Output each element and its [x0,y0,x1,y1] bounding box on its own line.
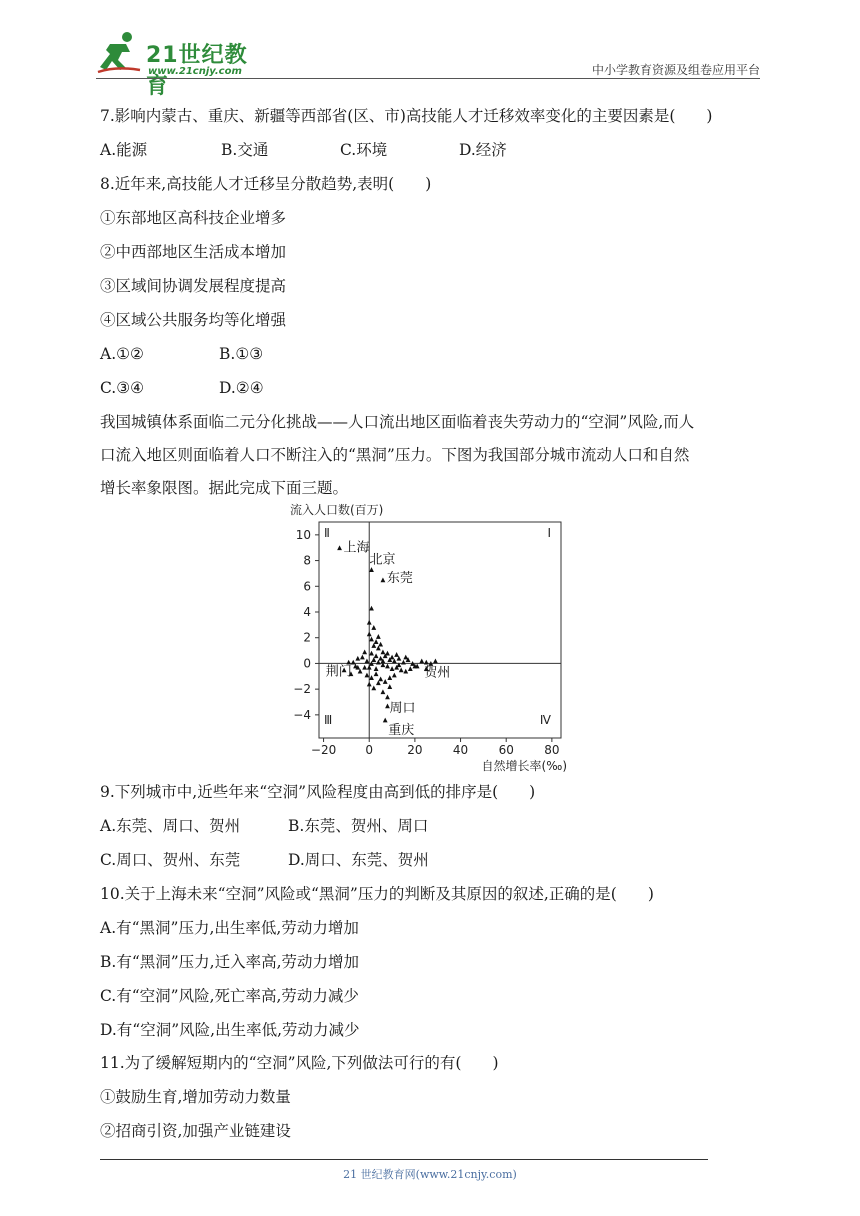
data-point [369,606,374,611]
footer-divider [100,1159,708,1160]
q9-option-d: D.周口、东莞、贺州 [288,851,429,869]
data-point [362,649,367,654]
q9-option-a: A.东莞、周口、贺州 [100,817,241,835]
q8-item-3: ③区域间协调发展程度提高 [100,277,287,295]
data-point [385,694,390,699]
x-tick-label: 60 [498,743,514,757]
q9-stem: 9.下列城市中,近些年来“空洞”风险程度由高到低的排序是( ) [100,783,536,801]
q10-option-b: B.有“黑洞”压力,迁入率高,劳动力增加 [100,953,360,971]
data-point [381,689,386,694]
quadrant-label-3: Ⅲ [324,713,333,727]
q7-option-a: A.能源 [100,141,148,159]
header-tagline: 中小学教育资源及组卷应用平台 [591,63,760,77]
data-point [381,649,386,654]
data-point [424,660,429,665]
x-tick-label: 0 [365,743,374,757]
q7-option-c: C.环境 [340,141,388,159]
y-tick-label: 4 [303,605,311,619]
labeled-point [381,577,386,582]
q8-item-4: ④区域公共服务均等化增强 [100,311,287,329]
labeled-point [383,718,388,723]
q11-stem: 11.为了缓解短期内的“空洞”风险,下列做法可行的有( ) [100,1054,499,1072]
city-label: 荆门 [325,664,352,680]
data-point [401,660,406,665]
data-point [362,665,367,670]
data-point [374,639,379,644]
data-point [390,666,395,671]
data-point [365,673,370,678]
q8-option-a: A.①② [100,345,144,363]
x-tick-label: 20 [407,743,423,757]
data-point [371,625,376,630]
data-point [399,667,404,672]
q8-stem: 8.近年来,高技能人才迁移呈分散趋势,表明( ) [100,175,432,193]
data-point [419,658,424,663]
data-point [403,669,408,674]
runner-logo-icon [96,30,146,76]
data-point [367,620,372,625]
data-point [376,634,381,639]
logo-text: 21世纪教育 [146,43,248,99]
x-tick-label: 40 [452,743,469,757]
data-point [387,675,392,680]
data-point [374,666,379,671]
chart-svg [282,500,572,780]
page-footer: 21 世纪教育网(www.21cnjy.com) [343,1168,517,1181]
data-point [390,655,395,660]
q7-option-b: B.交通 [221,141,269,159]
data-point [371,685,376,690]
data-point [408,666,413,671]
data-point [378,676,383,681]
logo-url: www.21cnjy.com [148,66,242,77]
passage-line-2: 口流入地区则面临着人口不断注入的“黑洞”压力。下图为我国部分城市流动人口和自然 [100,446,690,464]
q9-option-b: B.东莞、贺州、周口 [288,817,429,835]
y-axis-title: 流入人口数(百万) [290,503,384,517]
data-point [383,679,388,684]
passage-line-1: 我国城镇体系面临二元分化挑战——人口流出地区面临着丧失劳动力的“空洞”风险,而人 [100,413,695,431]
q9-option-c: C.周口、贺州、东莞 [100,851,241,869]
city-label: 周口 [389,700,416,716]
y-tick-label: 6 [303,579,311,594]
header-divider [96,78,760,79]
data-point [403,655,408,660]
q10-option-a: A.有“黑洞”压力,出生率低,劳动力增加 [100,919,359,937]
q11-item-2: ②招商引资,加强产业链建设 [100,1122,291,1140]
data-point [374,671,379,676]
data-point [355,656,360,661]
quadrant-label-2: Ⅱ [324,526,330,540]
data-point [360,655,365,660]
data-point [385,651,390,656]
labeled-point [369,567,374,572]
y-tick-label: −2 [293,682,311,697]
y-tick-label: 10 [295,527,311,542]
labeled-point [337,545,342,550]
data-point [374,653,379,658]
q8-option-b: B.①③ [219,345,264,363]
data-point [433,658,438,663]
quadrant-scatter-chart [282,500,572,780]
x-axis-title: 自然增长率(‰) [481,759,567,773]
data-point [367,682,372,687]
data-point [378,642,383,647]
city-label: 重庆 [388,723,415,738]
x-tick-label: −20 [310,743,337,757]
y-tick-label: 0 [303,656,311,671]
city-label: 东莞 [386,570,413,586]
q10-option-c: C.有“空洞”风险,死亡率高,劳动力减少 [100,987,359,1005]
site-logo [96,30,266,99]
y-tick-label: −4 [293,707,311,722]
data-point [369,675,374,680]
data-point [367,631,372,636]
data-point [385,664,390,669]
quadrant-label-4: Ⅳ [539,713,551,727]
q10-stem: 10.关于上海未来“空洞”风险或“黑洞”压力的判断及其原因的叙述,正确的是( ) [100,885,654,903]
data-point [387,684,392,689]
page-header [96,30,760,99]
data-point [369,651,374,656]
q11-item-1: ①鼓励生育,增加劳动力数量 [100,1088,291,1106]
data-point [394,652,399,657]
data-point [369,637,374,642]
y-tick-label: 2 [303,630,311,645]
quadrant-label-1: Ⅰ [547,526,551,540]
q8-option-c: C.③④ [100,379,145,397]
y-tick-label: 8 [303,553,311,568]
passage-line-3: 增长率象限图。据此完成下面三题。 [100,479,349,497]
x-tick-label: 80 [544,743,560,757]
q10-option-d: D.有“空洞”风险,出生率低,劳动力减少 [100,1021,360,1039]
q8-option-d: D.②④ [219,379,264,397]
q8-item-1: ①东部地区高科技企业增多 [100,209,287,227]
q8-item-2: ②中西部地区生活成本增加 [100,243,287,261]
q7-option-d: D.经济 [459,141,507,159]
q7-stem: 7.影响内蒙古、重庆、新疆等西部省(区、市)高技能人才迁移效率变化的主要因素是( ) [100,107,713,125]
data-point [392,673,397,678]
city-label: 上海 [343,540,370,556]
data-point [365,658,370,663]
city-label: 北京 [369,552,396,568]
city-label: 贺州 [424,665,451,681]
